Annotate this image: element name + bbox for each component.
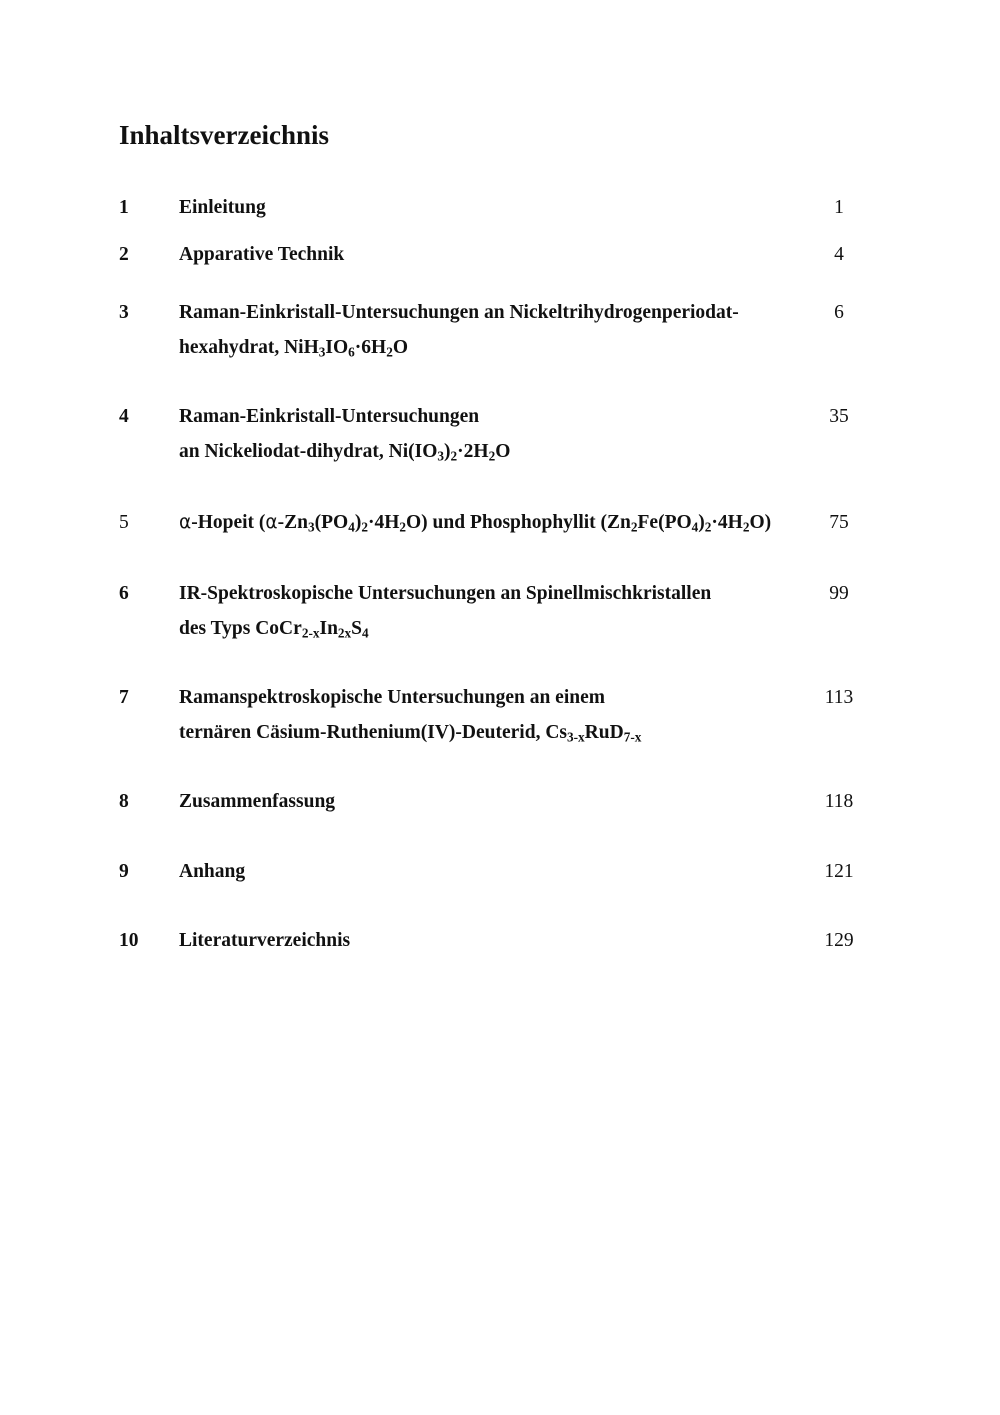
chapter-title-line: Literaturverzeichnis: [179, 930, 351, 951]
chapter-title-line: Anhang: [179, 861, 246, 882]
page-number: 75: [829, 512, 849, 533]
chapter-title-line: Apparative Technik: [179, 244, 345, 265]
chapter-number: 6: [119, 583, 129, 604]
chapter-title: [179, 505, 829, 540]
page-number: 99: [829, 583, 849, 604]
page-number: 118: [824, 791, 854, 812]
page-number: 113: [824, 687, 854, 708]
chapter-title: [179, 295, 829, 365]
chapter-title-line: Ramanspektroskopische Untersuchungen an einem: [179, 687, 605, 708]
page-number: 6: [834, 302, 844, 323]
chapter-title-line: Zusammenfassung: [179, 791, 336, 812]
chapter-number: 10: [119, 930, 139, 951]
page-number: 1: [834, 197, 844, 218]
chapter-title: [179, 576, 829, 646]
page-title: Inhaltsverzeichnis: [119, 120, 330, 150]
chapter-title-line: hexahydrat, $NiH_3IO_6\cdot 6H_2O$: [179, 337, 408, 360]
chapter-title-line: ternären Cäsium-Ruthenium(IV)-Deuterid, $Cs_{3-x}RuD_{7-x}$: [179, 722, 642, 745]
page-number: 35: [829, 406, 849, 427]
chapter-number: 3: [119, 302, 129, 323]
chapter-title-line: an Nickeliodat-dihydrat, $Ni(IO_3)_2\cdot 2H_2O$: [179, 441, 511, 464]
chapter-title: [179, 680, 829, 750]
chapter-title-line: IR-Spektroskopische Untersuchungen an Spinellmischkristallen: [179, 583, 712, 604]
chapter-title: [179, 923, 829, 958]
chapter-number: 8: [119, 791, 129, 812]
page-number: 121: [824, 861, 854, 882]
chapter-number: 5: [119, 512, 129, 533]
chapter-title: [179, 784, 829, 819]
chapter-title: [179, 237, 829, 272]
chapter-number: 9: [119, 861, 129, 882]
chapter-title: [179, 854, 829, 889]
chapter-title-line: des Typs $CoCr_{2-x}In_{2x}S_4$: [179, 618, 369, 641]
chapter-title: [179, 399, 829, 469]
chapter-title-line: Raman-Einkristall-Untersuchungen an Nickeltrihydrogenperiodat-: [179, 302, 739, 323]
page-number: 129: [824, 930, 854, 951]
chapter-number: 7: [119, 687, 129, 708]
chapter-title: [179, 190, 829, 225]
chapter-title-line: Einleitung: [179, 197, 266, 218]
page-number: 4: [834, 244, 844, 265]
chapter-title-line: Raman-Einkristall-Untersuchungen: [179, 406, 480, 427]
chapter-number: 4: [119, 406, 129, 427]
chapter-number: 1: [119, 197, 129, 218]
chapter-number: 2: [119, 244, 129, 265]
chapter-title-line: α-Hopeit $(\alpha-Zn_3(PO_4)_2\cdot 4H_2O)$ und Phosphophyllit $(Zn_2Fe(PO_4)_2\cdot 4H_2O)$: [179, 512, 772, 535]
